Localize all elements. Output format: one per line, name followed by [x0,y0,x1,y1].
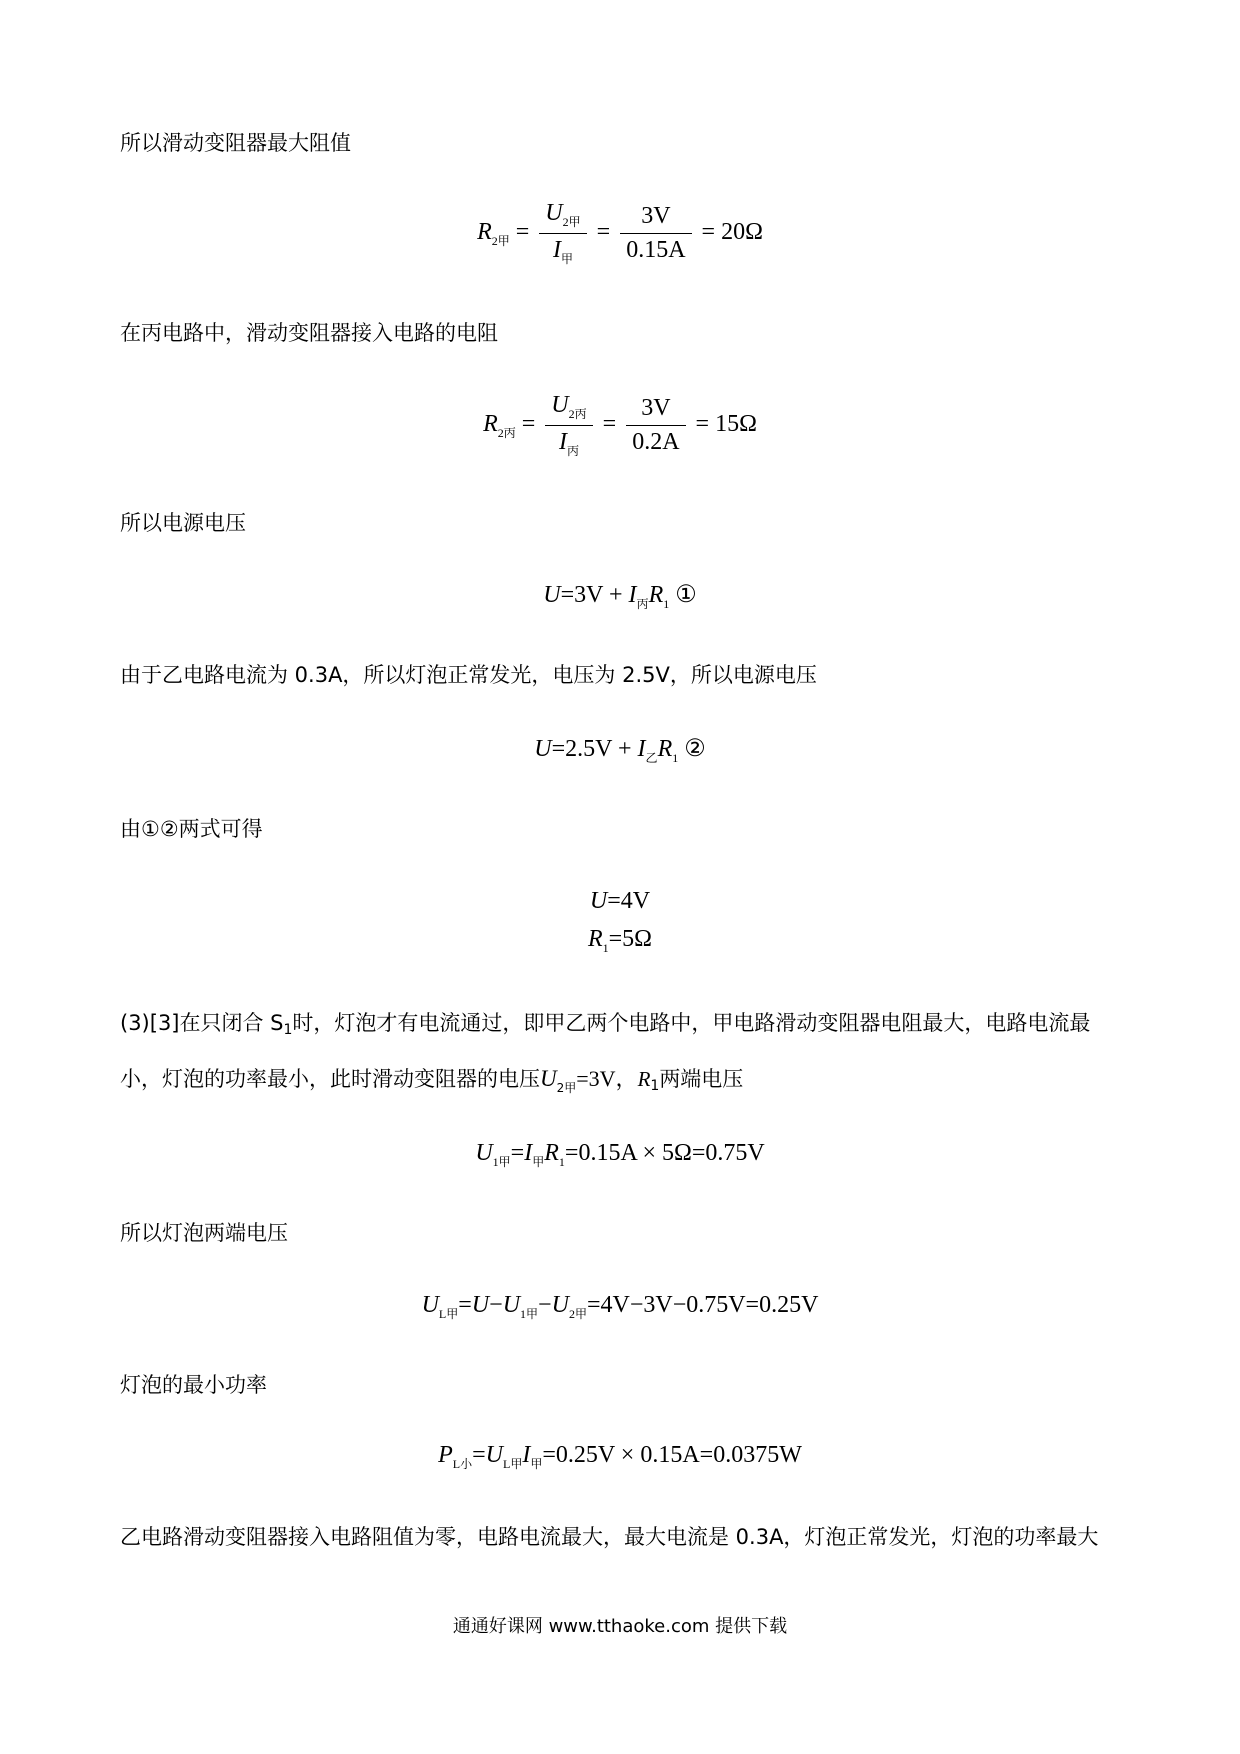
eq-text: − [489,1292,503,1318]
eq-subscript: 丙 [566,444,579,458]
text-line: 灯泡的最小功率 [120,1373,267,1397]
text-line: 所以灯泡两端电压 [120,1221,288,1245]
eq-subscript: 1甲 [492,1155,511,1169]
eq-symbol: U [534,736,552,762]
eq-symbol: I [524,1140,533,1166]
text-line: 由①②两式可得 [120,817,263,841]
eq-subscript: 2甲 [562,215,581,229]
text-line [120,1064,743,1103]
eq-subscript: 1 [663,597,670,611]
eq-text: =4V [607,888,651,914]
text-line [120,1008,1090,1045]
eq-text: =3V + [560,582,629,608]
eq-subscript: L甲 [438,1307,459,1321]
text-line: 乙电路滑动变阻器接入电路阻值为零，电路电流最大，最大电流是 0.3A，灯泡正常发光，灯泡的功率最大 [120,1525,1099,1549]
eq-symbol: U [543,582,561,608]
text-line: 所以电源电压 [120,511,246,535]
eq-symbol: I [522,1442,531,1468]
eq-subscript: 1甲 [520,1307,539,1321]
eq-symbol: U [421,1292,439,1318]
text-subscript: 1 [650,1078,660,1094]
eq-subscript: 甲 [532,1155,545,1169]
eq-subscript: 1 [558,1155,565,1169]
text-span: 两端电压 [659,1067,744,1091]
eq-subscript: L小 [452,1457,473,1471]
eq-symbol: I [637,736,646,762]
equation-supply-voltage-1 [0,580,1240,612]
fraction [620,203,691,264]
equation-ul [0,1292,1240,1322]
eq-text: =4V−3V−0.75V=0.25V [586,1292,819,1318]
fraction [545,392,592,459]
text-span: =3V， [576,1066,638,1091]
eq-symbol: I [552,237,561,263]
equation-u1 [0,1140,1240,1170]
eq-subscript: 丙 [636,597,649,611]
text-span: 时，灯泡才有电流通过，即甲乙两个电路中，甲电路滑动变阻器电阻最大，电路电流最 [292,1011,1091,1035]
eq-subscript: 1 [602,941,609,955]
eq-text: =0.15A × 5Ω=0.75V [564,1140,765,1166]
eq-text: =0.25V × 0.15A=0.0375W [542,1442,802,1468]
eq-symbol: U [485,1442,504,1468]
eq-symbol: U [540,1066,557,1091]
eq-symbol: U [551,392,569,418]
eq-text: =5Ω [608,926,653,952]
eq-subscript: 甲 [560,252,573,266]
eq-text: = [458,1292,472,1318]
eq-subscript: 2丙 [497,426,516,441]
eq-symbol: R [477,219,492,246]
eq-result: = 20Ω [701,219,763,246]
eq-symbol: R [587,926,603,952]
text-line: 由于乙电路电流为 0.3A，所以灯泡正常发光，电压为 2.5V，所以电源电压 [120,663,817,687]
eq-symbol: R [657,736,673,762]
eq-symbol: I [558,429,567,455]
text-span: 小，灯泡的功率最小，此时滑动变阻器的电压 [120,1067,540,1091]
text-line: 在丙电路中，滑动变阻器接入电路的电阻 [120,321,498,345]
eq-symbol: R [483,411,498,438]
eq-text: =2.5V + [551,736,638,762]
text-subscript: 2甲 [556,1081,577,1095]
eq-subscript: 乙 [645,751,658,765]
text-line: 所以滑动变阻器最大阻值 [120,131,351,155]
equation-r2-bing: $R_{2丙}$ = $\frac{U_{2丙}}{I_丙}$ = $\frac{3V}{0.2A}$ = 15Ω [483,392,757,458]
text-span: (3)[3]在只闭合 S [120,1011,284,1035]
eq-number: 3V [620,203,691,234]
eq-subscript: 甲 [530,1457,543,1471]
eq-subscript: 2丙 [568,407,587,421]
page-footer: 通通好课网 www.tthaoke.com 提供下载 [452,1616,788,1637]
eq-subscript: 2甲 [491,234,510,249]
eq-symbol: P [438,1442,453,1468]
eq-symbol: U [551,1292,569,1318]
equation-r2-jia: $R_{2甲}$ = $\frac{U_{2甲}}{I_甲}$ = $\frac{3V}{0.15A}$ = 20Ω [477,200,763,266]
eq-symbol: R [648,582,664,608]
eq-text: − [538,1292,552,1318]
eq-number: 0.2A [632,429,680,455]
eq-subscript: L甲 [503,1457,523,1471]
equation-power-min [0,1442,1240,1472]
fraction [626,395,685,456]
eq-text: = [510,1140,525,1166]
eq-symbol: U [502,1292,521,1318]
text-subscript: 1 [283,1022,293,1038]
eq-mark: ① [669,582,697,608]
eq-symbol: U [475,1140,493,1166]
eq-symbol: R [637,1067,651,1091]
eq-symbol: I [628,582,637,608]
fraction [539,200,586,267]
eq-number: 0.15A [626,237,686,263]
equation-r1-result [0,926,1240,956]
eq-symbol: U [471,1292,490,1318]
eq-number: 3V [626,395,685,426]
eq-subscript: 1 [672,751,679,765]
equation-supply-voltage-2 [0,734,1240,766]
eq-mark: ② [678,736,706,762]
eq-text: = [472,1442,486,1468]
eq-result: = 15Ω [695,411,757,438]
eq-subscript: 2甲 [568,1307,587,1321]
equation-u-result [0,888,1240,915]
eq-symbol: U [589,888,608,914]
eq-symbol: U [545,200,563,226]
eq-symbol: R [544,1140,559,1166]
